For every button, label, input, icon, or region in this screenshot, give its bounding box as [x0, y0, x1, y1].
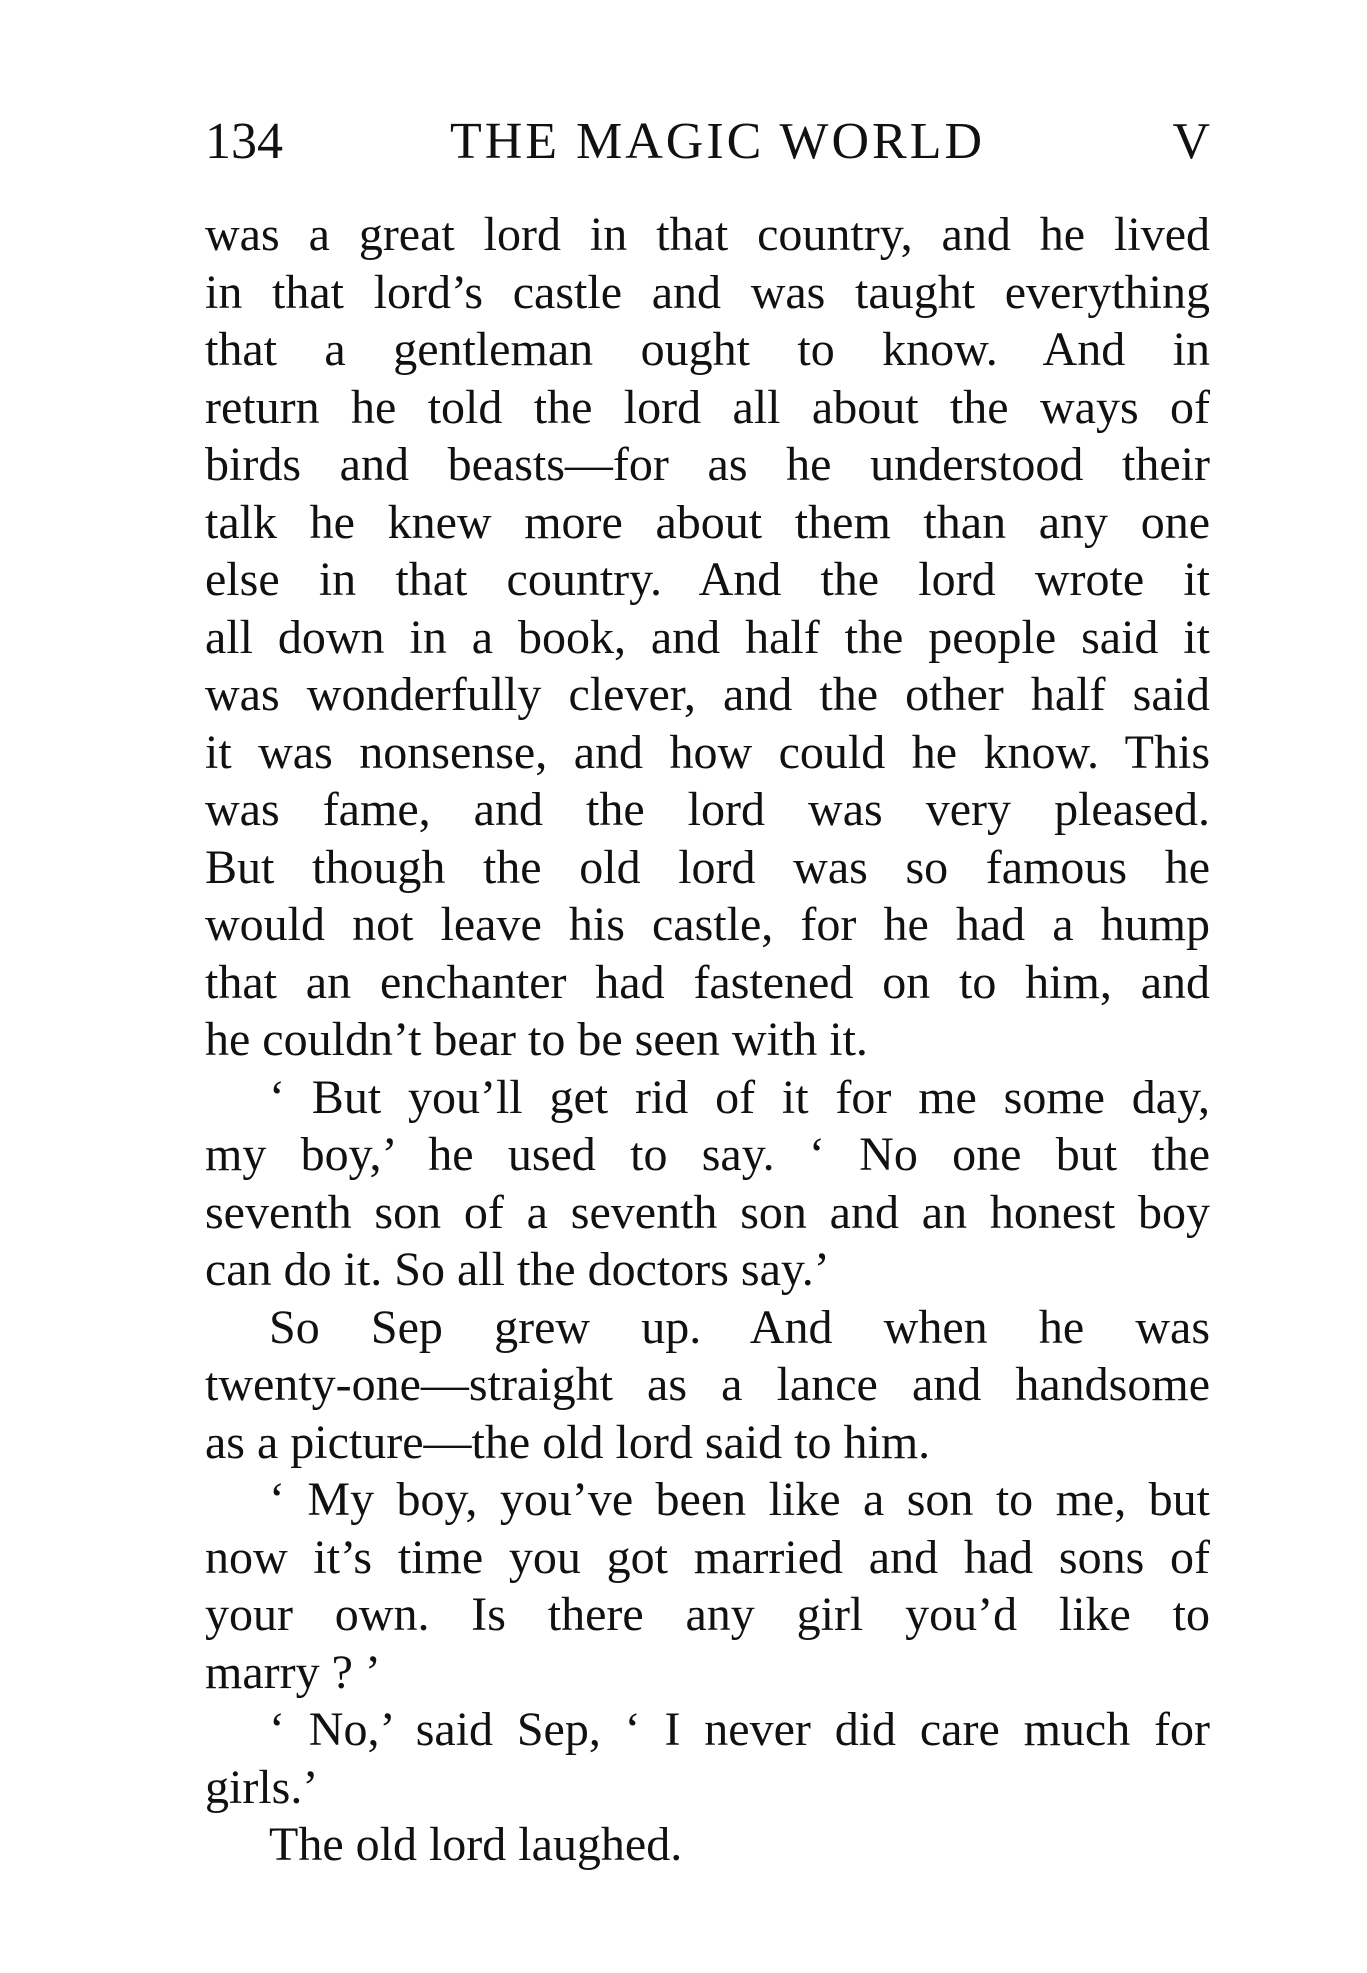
- text-line: The old lord laughed.: [269, 1818, 683, 1871]
- text-line: marry ? ’: [205, 1645, 381, 1699]
- text-line: return he told the lord all about the ways of: [205, 380, 1210, 434]
- text-line: was fame, and the lord was very pleased.: [205, 783, 1210, 836]
- text-line: ‘ No,’ said Sep, ‘ I never did care much for: [269, 1703, 1210, 1756]
- text-line: can do it. So all the doctors say.’: [205, 1243, 830, 1296]
- text-line: ‘ But you’ll get rid of it for me some day,: [269, 1070, 1210, 1124]
- text-line: talk he knew more about them than any one: [205, 495, 1210, 549]
- text-line: But though the old lord was so famous he: [205, 840, 1210, 894]
- text-line: So Sep grew up. And when he was: [269, 1300, 1210, 1354]
- text-line: seventh son of a seventh son and an honest boy: [205, 1185, 1210, 1239]
- page-number: 134: [205, 113, 283, 170]
- text-line: would not leave his castle, for he had a hump: [205, 898, 1210, 951]
- text-line: that an enchanter had fastened on to him, and: [205, 955, 1210, 1009]
- text-line: as a picture—the old lord said to him.: [205, 1415, 931, 1469]
- text-line: he couldn’t bear to be seen with it.: [205, 1013, 868, 1066]
- running-head: [205, 112, 1210, 172]
- text-line: was a great lord in that country, and he lived: [205, 208, 1210, 261]
- body-text: [205, 206, 1210, 1874]
- text-line: your own. Is there any girl you’d like to: [205, 1588, 1210, 1641]
- text-line: my boy,’ he used to say. ‘ No one but the: [205, 1128, 1210, 1181]
- text-line: all down in a book, and half the people said it: [205, 610, 1210, 664]
- running-title: THE MAGIC WORLD: [449, 113, 986, 170]
- text-line: now it’s time you got married and had sons of: [205, 1530, 1210, 1584]
- text-line: twenty-one—straight as a lance and handsome: [205, 1358, 1210, 1411]
- text-line: birds and beasts—for as he understood their: [205, 438, 1210, 491]
- text-line: that a gentleman ought to know. And in: [205, 323, 1210, 376]
- text-line: girls.’: [205, 1760, 319, 1814]
- text-line: in that lord’s castle and was taught everything: [205, 265, 1210, 319]
- text-line: was wonderfully clever, and the other half said: [205, 668, 1210, 721]
- text-line: else in that country. And the lord wrote it: [205, 553, 1210, 606]
- chapter-number: V: [1172, 113, 1210, 170]
- text-line: ‘ My boy, you’ve been like a son to me, but: [269, 1473, 1210, 1526]
- text-line: it was nonsense, and how could he know. This: [205, 725, 1210, 779]
